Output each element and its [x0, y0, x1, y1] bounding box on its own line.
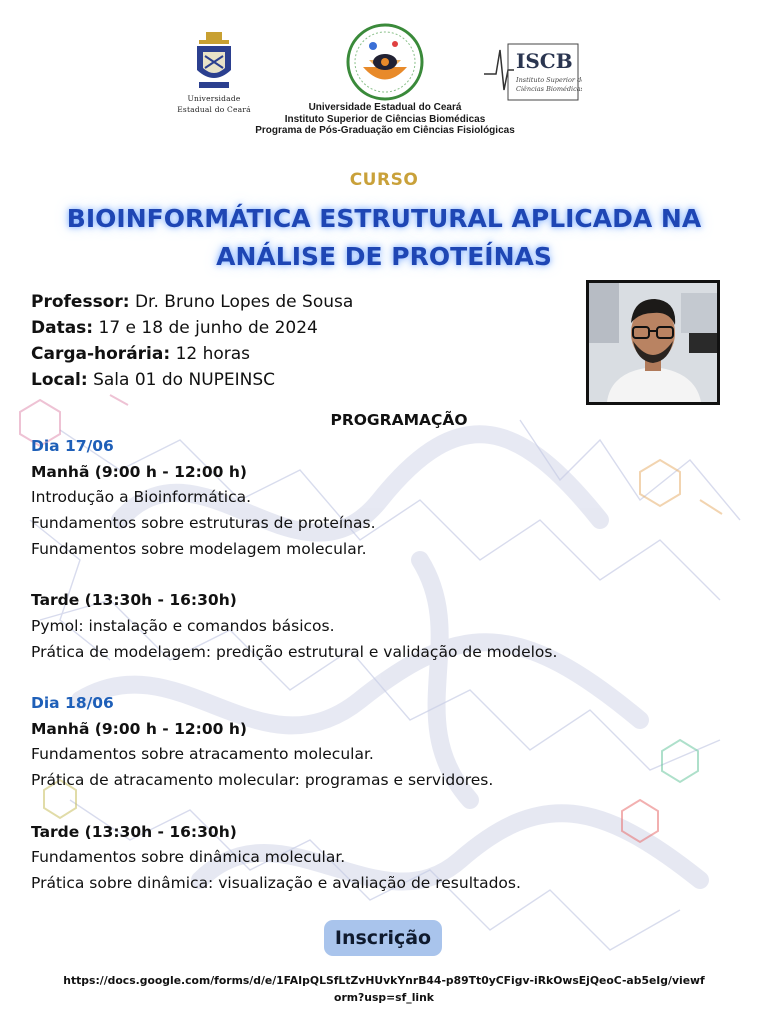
schedule-item: Prática de atracamento molecular: programas e servidores. — [31, 771, 494, 790]
info-label: Local: — [31, 370, 88, 390]
iscb-logo-text: ISCB — [516, 49, 573, 73]
info-value: 12 horas — [175, 344, 251, 364]
programacao-heading: PROGRAMAÇÃO — [330, 411, 468, 429]
uece-caption-line2: Estadual do Ceará — [177, 105, 251, 114]
course-title — [40, 200, 728, 276]
day-heading: Dia 18/06 — [31, 694, 114, 712]
schedule-item: Prática sobre dinâmica: visualização e avaliação de resultados. — [31, 873, 521, 892]
course-info — [31, 289, 353, 393]
schedule — [31, 434, 557, 897]
schedule-item: Fundamentos sobre dinâmica molecular. — [31, 848, 346, 867]
course-title-line: BIOINFORMÁTICA ESTRUTURAL APLICADA NA — [66, 204, 702, 233]
info-value: Sala 01 do NUPEINSC — [93, 370, 276, 390]
curso-label: CURSO — [349, 170, 419, 190]
form-link[interactable]: https://docs.google.com/forms/d/e/1FAIpQLSfLtZvHUvkYnrB44-p89Tt0yCFigv-iRkOwsEjQeoC-ab5eIg/viewform?usp=sf_link — [63, 974, 705, 1004]
info-local — [31, 367, 353, 393]
schedule-item: Pymol: instalação e comandos básicos. — [31, 616, 335, 635]
uece-crest-icon — [191, 30, 237, 92]
info-label: Carga-horária: — [31, 344, 171, 364]
period-heading: Tarde (13:30h - 16:30h) — [31, 822, 237, 841]
schedule-item: Fundamentos sobre atracamento molecular. — [31, 745, 374, 764]
iscb-logo-sub1: Instituto Superior de — [516, 76, 582, 84]
info-value: 17 e 18 de junho de 2024 — [98, 318, 318, 338]
schedule-item: Introdução a Bioinformática. — [31, 488, 252, 507]
info-label: Datas: — [31, 318, 94, 338]
info-carga-horaria — [31, 341, 353, 367]
schedule-item: Fundamentos sobre modelagem molecular. — [31, 539, 367, 558]
course-title-line: ANÁLISE DE PROTEÍNAS — [216, 242, 552, 271]
schedule-item: Fundamentos sobre estruturas de proteínas. — [31, 514, 376, 533]
period-heading: Manhã (9:00 h - 12:00 h) — [31, 462, 247, 481]
info-label: Professor: — [31, 292, 130, 312]
info-datas — [31, 315, 353, 341]
info-value: Dr. Bruno Lopes de Sousa — [134, 292, 354, 312]
institution-line: Instituto Superior de Ciências Biomédicas — [284, 113, 486, 125]
institution-lines — [200, 102, 570, 137]
inscricao-button[interactable]: Inscrição — [324, 920, 442, 956]
info-professor — [31, 289, 353, 315]
institution-line: Programa de Pós-Graduação em Ciências Fisiológicas — [255, 125, 515, 136]
period-heading: Manhã (9:00 h - 12:00 h) — [31, 719, 247, 738]
professor-photo — [586, 280, 720, 405]
program-logo — [333, 22, 437, 106]
iscb-logo-sub2: Ciências Biomédicas — [516, 85, 582, 93]
uece-caption-line1: Universidade — [187, 94, 241, 103]
day-heading: Dia 17/06 — [31, 437, 114, 455]
iscb-logo — [482, 40, 582, 108]
institution-line: Universidade Estadual do Ceará — [308, 102, 462, 113]
schedule-item: Prática de modelagem: predição estrutural e validação de modelos. — [31, 642, 558, 661]
period-heading: Tarde (13:30h - 16:30h) — [31, 591, 237, 610]
